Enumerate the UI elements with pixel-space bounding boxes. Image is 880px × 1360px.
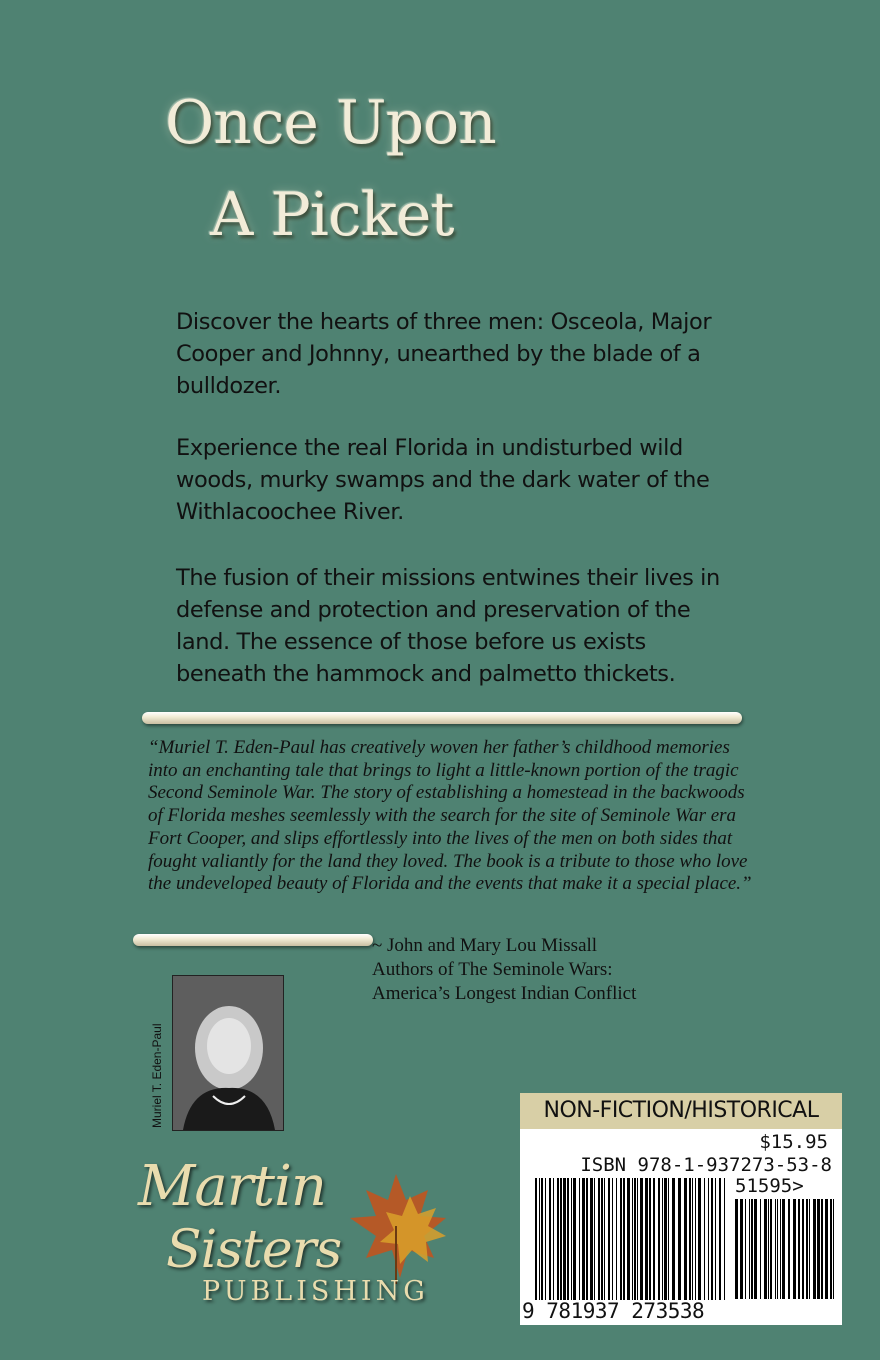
barcode-bar xyxy=(830,1199,832,1299)
barcode-bar xyxy=(719,1178,721,1300)
barcode-bar xyxy=(645,1178,648,1300)
logo-text-publishing: PUBLISHING xyxy=(202,1276,429,1307)
barcode-bar xyxy=(695,1178,696,1300)
barcode-bar xyxy=(745,1199,746,1299)
logo-text-sisters: Sisters xyxy=(166,1220,342,1280)
barcode-bar xyxy=(751,1199,753,1299)
barcode-bar xyxy=(770,1199,772,1299)
barcode-bar xyxy=(604,1178,605,1300)
barcode-bar xyxy=(708,1178,709,1300)
barcode-bar xyxy=(664,1178,667,1300)
genre-label: NON-FICTION/HISTORICAL xyxy=(520,1093,842,1129)
barcode-bar xyxy=(616,1178,617,1300)
logo-text-martin: Martin xyxy=(138,1154,326,1219)
barcode-bar xyxy=(582,1178,585,1300)
barcode-bar xyxy=(684,1178,687,1300)
barcode-bar xyxy=(689,1178,691,1300)
barcode-bar xyxy=(560,1178,562,1300)
publisher-logo xyxy=(138,1148,458,1323)
barcode-bar xyxy=(649,1178,651,1300)
book-title-line-1: Once Upon xyxy=(165,88,496,158)
quote-attribution xyxy=(372,934,732,1006)
barcode-bar xyxy=(598,1178,600,1300)
barcode-bar xyxy=(557,1178,559,1300)
barcode-bar xyxy=(571,1178,572,1300)
barcode-bar xyxy=(658,1178,660,1300)
barcode-bar xyxy=(825,1199,828,1299)
barcode-bar xyxy=(821,1199,823,1299)
barcode-bar xyxy=(634,1178,636,1300)
book-title-line-2: A Picket xyxy=(210,180,454,250)
barcode-bar xyxy=(793,1199,796,1299)
barcode-bar xyxy=(698,1178,701,1300)
barcode-bar xyxy=(535,1178,537,1300)
barcode-bar xyxy=(775,1199,776,1299)
barcode-bar xyxy=(553,1178,554,1300)
barcode-bar xyxy=(788,1199,790,1299)
barcode-bar xyxy=(563,1178,566,1300)
author-portrait-icon xyxy=(173,976,283,1130)
barcode-bar xyxy=(545,1178,546,1300)
photo-caption: Muriel T. Eden-Paul xyxy=(150,1023,164,1128)
barcode-bar xyxy=(704,1178,705,1300)
barcode-bar xyxy=(653,1178,655,1300)
barcode-bar xyxy=(640,1178,643,1300)
barcode-bar xyxy=(809,1199,810,1299)
barcode-bar xyxy=(620,1178,622,1300)
barcode-bar xyxy=(668,1178,669,1300)
barcode-bar xyxy=(715,1178,716,1300)
barcode-bar xyxy=(806,1199,808,1299)
blurb-paragraph: The fusion of their missions entwines their lives in defense and protection and preservation of the land. The essence of those before us exists beneath the hammock and palmetto thickets. xyxy=(176,565,720,687)
barcode-bar xyxy=(601,1178,603,1300)
barcode-bar xyxy=(692,1178,693,1300)
ean-number: 9 781937 273538 xyxy=(522,1299,705,1323)
decorative-divider-bar xyxy=(142,712,742,724)
blurb-paragraph: Experience the real Florida in undisturbed wild woods, murky swamps and the dark water of the Withlacoochee River. xyxy=(176,435,710,525)
barcode-bar xyxy=(724,1178,725,1300)
barcode-bar xyxy=(573,1178,576,1300)
attribution-line: America’s Longest Indian Conflict xyxy=(372,983,637,1004)
barcode-bar xyxy=(549,1178,551,1300)
barcode-bar xyxy=(541,1178,543,1300)
blurb-paragraph: Discover the hearts of three men: Osceola, Major Cooper and Johnny, unearthed by the blade of a bulldozer. xyxy=(176,309,712,399)
barcode-bar xyxy=(764,1199,767,1299)
barcode-bar xyxy=(612,1178,613,1300)
price-code-label: 51595> xyxy=(735,1175,804,1197)
barcode-bar xyxy=(594,1178,595,1300)
barcode-bar xyxy=(586,1178,588,1300)
barcode-bar xyxy=(637,1178,638,1300)
barcode-bar xyxy=(662,1178,663,1300)
barcode-bar xyxy=(813,1199,816,1299)
barcode-bar xyxy=(579,1178,580,1300)
barcode-bar xyxy=(802,1199,804,1299)
barcode-bar xyxy=(749,1199,750,1299)
barcode-bar xyxy=(539,1178,540,1300)
barcode-bar xyxy=(782,1199,785,1299)
barcode-bar xyxy=(768,1199,769,1299)
barcode-bar xyxy=(780,1199,781,1299)
review-quote: “Muriel T. Eden-Paul has creatively woven her father’s childhood memories into an enchanting tale that brings to light a little-known portion of the tragic Second Seminole War. The story of establishing a homestead in the backwoods of Florida meshes seemlessly with the search for the site of Seminole War era Fort Cooper, and slips effortlessly into the lives of the men on both sides that fought valiantly for the land they loved. The book is a tribute to those who love the undeveloped beauty of Florida and the events that make it a special place.” xyxy=(148,737,752,895)
barcode-bar xyxy=(627,1178,630,1300)
barcode-bar xyxy=(678,1178,681,1300)
barcode-bar xyxy=(777,1199,778,1299)
barcode-bar xyxy=(760,1199,761,1299)
barcode-bar xyxy=(740,1199,743,1299)
supplemental-barcode xyxy=(735,1199,835,1299)
isbn-label: ISBN 978-1-937273-53-8 xyxy=(580,1154,832,1176)
barcode-bar xyxy=(623,1178,625,1300)
decorative-divider-bar xyxy=(133,934,373,946)
barcode-bar xyxy=(608,1178,610,1300)
maple-leaf-icon xyxy=(336,1166,456,1286)
barcode-bar xyxy=(817,1199,820,1299)
barcode-bar xyxy=(567,1178,569,1300)
attribution-line: ~ John and Mary Lou Missall xyxy=(372,935,598,956)
ean-barcode xyxy=(535,1178,725,1300)
barcode-bar xyxy=(590,1178,593,1300)
barcode-bar xyxy=(711,1178,713,1300)
barcode-bar xyxy=(754,1199,757,1299)
barcode-bar xyxy=(833,1199,834,1299)
barcode-bar xyxy=(798,1199,800,1299)
barcode-bar xyxy=(735,1199,738,1299)
price-label: $15.95 xyxy=(759,1131,828,1153)
attribution-line: Authors of The Seminole Wars: xyxy=(372,959,613,980)
barcode-bar xyxy=(632,1178,633,1300)
author-photo xyxy=(172,975,284,1131)
barcode-bar xyxy=(672,1178,675,1300)
